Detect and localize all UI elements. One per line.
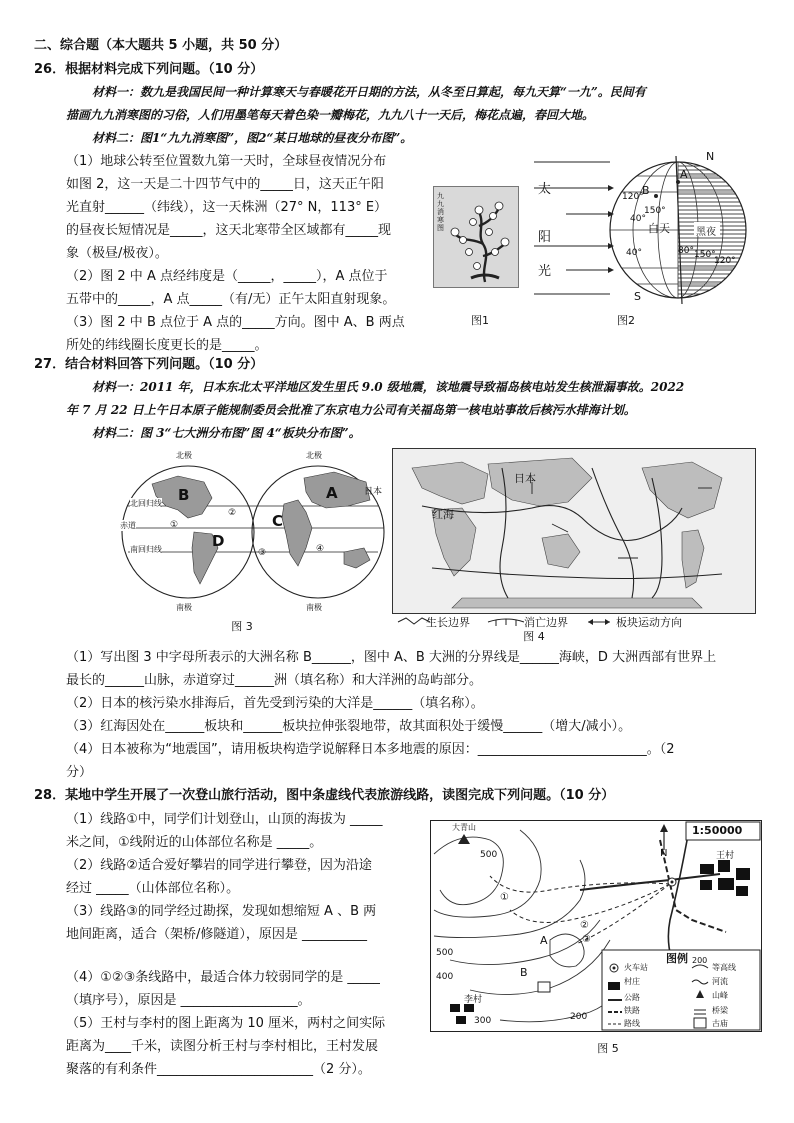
q28-s2-l2: 经过 _____（山体部位名称）。: [66, 881, 240, 896]
figure-1-title: 九九消寒图: [437, 192, 444, 232]
fig3-south-pole-left: 南极: [176, 603, 192, 612]
q28-s1-l2: 米之间，①线附近的山体部位名称是 _____。: [66, 835, 323, 850]
q28-s5-l2: 距离为____千米，读图分析王村与李村相比，王村发展: [66, 1039, 379, 1054]
q28-s5-l3: 聚落的有利条件________________________（2 分）。: [66, 1062, 371, 1077]
q27-material2: 材料二：图 3“七大洲分布图”图 4“板块分布图”。: [92, 426, 361, 440]
figure-2-deg-150a: 150°: [644, 206, 666, 216]
figure-3: [108, 448, 390, 616]
figure-2-south: S: [634, 290, 641, 303]
fig3-marker-1: ①: [170, 520, 179, 530]
figure-2-caption: 图2: [617, 314, 635, 327]
q26-s3-l1: （3）图 2 中 B 点位于 A 点的_____方向。图中 A、B 两点: [66, 315, 405, 330]
figure-2-deg-150b: 150°: [694, 250, 716, 260]
map-peak: 大青山: [452, 823, 476, 832]
legend-temple: 古庙: [712, 1019, 728, 1028]
section-title: 二、综合题（本大题共 5 小题，共 50 分）: [34, 38, 288, 53]
legend-railway: 铁路: [624, 1006, 640, 1015]
q26-s1-l2: 如图 2，这一天是二十四节气中的_____日，这天正午阳: [66, 177, 384, 192]
figure-2-sunlight-3: 光: [538, 264, 552, 279]
legend-subduction-label: 消亡边界: [524, 616, 568, 629]
figure-4-caption: 图 4: [523, 630, 545, 643]
q27-s4-l2: 分）: [66, 765, 93, 780]
fig3-north-pole-left: 北极: [176, 451, 192, 460]
map-legend-title: 图例: [666, 952, 688, 965]
fig3-tropic-cancer: 北回归线: [130, 499, 162, 508]
map-contour-500a: 500: [480, 850, 498, 860]
q27-s2: （2）日本的核污染水排海后，首先受到污染的大洋是______（填名称）。: [66, 696, 484, 711]
fig4-japan: 日本: [514, 472, 536, 485]
map-contour-300: 300: [474, 1016, 492, 1026]
fig4-red-sea: 红海: [432, 508, 454, 521]
q27-material1-line1: 材料一：2011 年，日本东北太平洋地区发生里氏 9.0 级地震，该地震导致福岛核电站发生核泄漏事故。2022: [92, 380, 685, 394]
figure-2-deg-40b: 40°: [626, 248, 642, 258]
map-north: N: [660, 848, 668, 859]
figure-2-deg-120a: 120°: [622, 192, 644, 202]
q27-title: 27．结合材料回答下列问题。（10 分）: [34, 357, 264, 372]
q26-s1-l4: 的昼夜长短情况是_____，这天北寒带全区域都有_____现: [66, 223, 392, 238]
legend-station: 火车站: [624, 963, 648, 972]
legend-river: 河流: [712, 977, 728, 986]
q26-s2-l1: （2）图 2 中 A 点经纬度是（_____，_____），A 点位于: [66, 269, 388, 284]
figure-2-sunlight-2: 阳: [538, 230, 552, 245]
fig3-tropic-capricorn: 南回归线: [130, 545, 162, 554]
figure-2-deg-80: 80°: [678, 246, 694, 256]
fig3-marker-3: ③: [258, 548, 267, 558]
q26-material2: 材料二：图1“九九消寒图”，图2“某日地球的昼夜分布图”。: [92, 131, 413, 145]
q27-s1-l2: 最长的______山脉，赤道穿过______洲（填名称）和大洋洲的岛屿部分。: [66, 673, 483, 688]
legend-growth-label: 生长边界: [426, 616, 470, 629]
q26-s1-l1: （1）地球公转至位置数九第一天时，全球昼夜情况分布: [66, 154, 387, 169]
q28-title: 28．某地中学生开展了一次登山旅行活动，图中条虚线代表旅游线路，读图完成下列问题。（10 分）: [34, 788, 615, 803]
legend-200: 200: [692, 956, 708, 965]
q28-s1-l1: （1）线路①中，同学们计划登山，山顶的海拔为 _____: [66, 812, 383, 827]
legend-peak: 山峰: [712, 991, 728, 1000]
q26-material1-line2: 描画九九消寒图的习俗，人们用墨笔每天着色染一瓣梅花，九九八十一天后，梅花点遍，春回大地。: [66, 108, 595, 122]
legend-motion-arrow-icon: [584, 614, 614, 630]
fig3-north-pole-right: 北极: [306, 451, 322, 460]
figure-2-night-label: 黑夜: [696, 227, 716, 238]
q28-s4-l1: （4）①②③条线路中，最适合体力较弱同学的是 _____: [66, 970, 380, 985]
map-li-village: 李村: [464, 995, 483, 1005]
legend-road: 公路: [624, 993, 640, 1002]
figure-2-point-a: A: [680, 168, 688, 181]
map-contour-200: 200: [570, 1012, 588, 1022]
figure-5-map: [430, 820, 762, 1032]
map-route-2: ②: [580, 920, 589, 931]
figure-2-sunlight-1: 太: [538, 182, 552, 197]
legend-bridge: 桥梁: [712, 1006, 728, 1015]
q27-s1-l1: （1）写出图 3 中字母所表示的大洲名称 B______，图中 A、B 大洲的分界线是______海峡，D 大洲西部有世界上: [66, 650, 717, 665]
q26-title: 26．根据材料完成下列问题。（10 分）: [34, 62, 264, 77]
q28-s3-l1: （3）线路③的同学经过勘探，发现如想缩短 A 、B 两: [66, 904, 377, 919]
figure-2: [526, 152, 750, 308]
fig3-label-a: A: [326, 484, 338, 502]
q27-s3: （3）红海因处在______板块和______板块拉伸张裂地带，故其面积处于缓慢______（增大/减小）。: [66, 719, 632, 734]
map-route-3: ③: [582, 934, 591, 945]
legend-motion-label: 板块运动方向: [616, 616, 682, 629]
fig3-japan: 日本: [364, 487, 383, 497]
figure-2-north: N: [706, 150, 715, 163]
figure-2-deg-120b: 120°: [714, 256, 736, 266]
figure-5-caption: 图 5: [597, 1042, 619, 1055]
figure-2-point-b: B: [642, 184, 650, 197]
fig3-label-c: C: [272, 512, 284, 530]
legend-route: 路线: [624, 1019, 640, 1028]
figure-2-day-label: 白天: [648, 222, 670, 235]
q28-s5-l1: （5）王村与李村的图上距离为 10 厘米，两村之间实际: [66, 1016, 386, 1031]
map-contour-400: 400: [436, 972, 454, 982]
fig3-equator: 赤道: [120, 521, 136, 530]
q28-s4-l2: （填序号），原因是 __________________。: [66, 993, 311, 1008]
q27-s4-l1: （4）日本被称为“地震国”，请用板块构造学说解释日本多地震的原因：__________________________。（2: [66, 742, 675, 757]
figure-4-legend: [396, 614, 756, 632]
map-wang-village: 王村: [716, 851, 735, 861]
q26-s2-l2: 五带中的_____，A 点_____（有/无）正午太阳直射现象。: [66, 292, 396, 307]
map-point-b: B: [520, 966, 528, 979]
map-point-a: A: [540, 934, 548, 947]
figure-3-caption: 图 3: [231, 620, 253, 633]
figure-2-deg-40a: 40°: [630, 214, 646, 224]
legend-contour: 等高线: [712, 963, 736, 972]
q28-s2-l1: （2）线路②适合爱好攀岩的同学进行攀登，因为沿途: [66, 858, 372, 873]
map-scale: 1:50000: [692, 824, 743, 837]
legend-village: 村庄: [624, 977, 640, 986]
fig3-label-d: D: [212, 532, 225, 550]
q26-s1-l3: 光直射______（纬线），这一天株洲（27° N，113° E）: [66, 200, 388, 215]
figure-1-caption: 图1: [471, 314, 489, 327]
figure-1: [433, 186, 519, 288]
fig3-marker-2: ②: [228, 508, 237, 518]
fig3-label-b: B: [178, 486, 190, 504]
q26-s1-l5: 象（极昼/极夜）。: [66, 246, 168, 261]
fig3-marker-4: ④: [316, 544, 325, 554]
q28-s3-l2: 地间距离，适合（架桥/修隧道），原因是 __________: [66, 927, 368, 942]
q26-s3-l2: 所处的纬线圈长度更长的是_____。: [66, 338, 268, 353]
map-contour-500b: 500: [436, 948, 454, 958]
q27-material1-line2: 年 7 月 22 日上午日本原子能规制委员会批准了东京电力公司有关福岛第一核电站事故后核污水排海计划。: [66, 403, 636, 417]
q26-material1-line1: 材料一：数九是我国民间一种计算寒天与春暖花开日期的方法，从冬至日算起，每九天算“一九”。民间有: [92, 85, 646, 99]
fig3-south-pole-right: 南极: [306, 603, 322, 612]
map-route-1: ①: [500, 892, 509, 903]
figure-4: [392, 448, 756, 614]
